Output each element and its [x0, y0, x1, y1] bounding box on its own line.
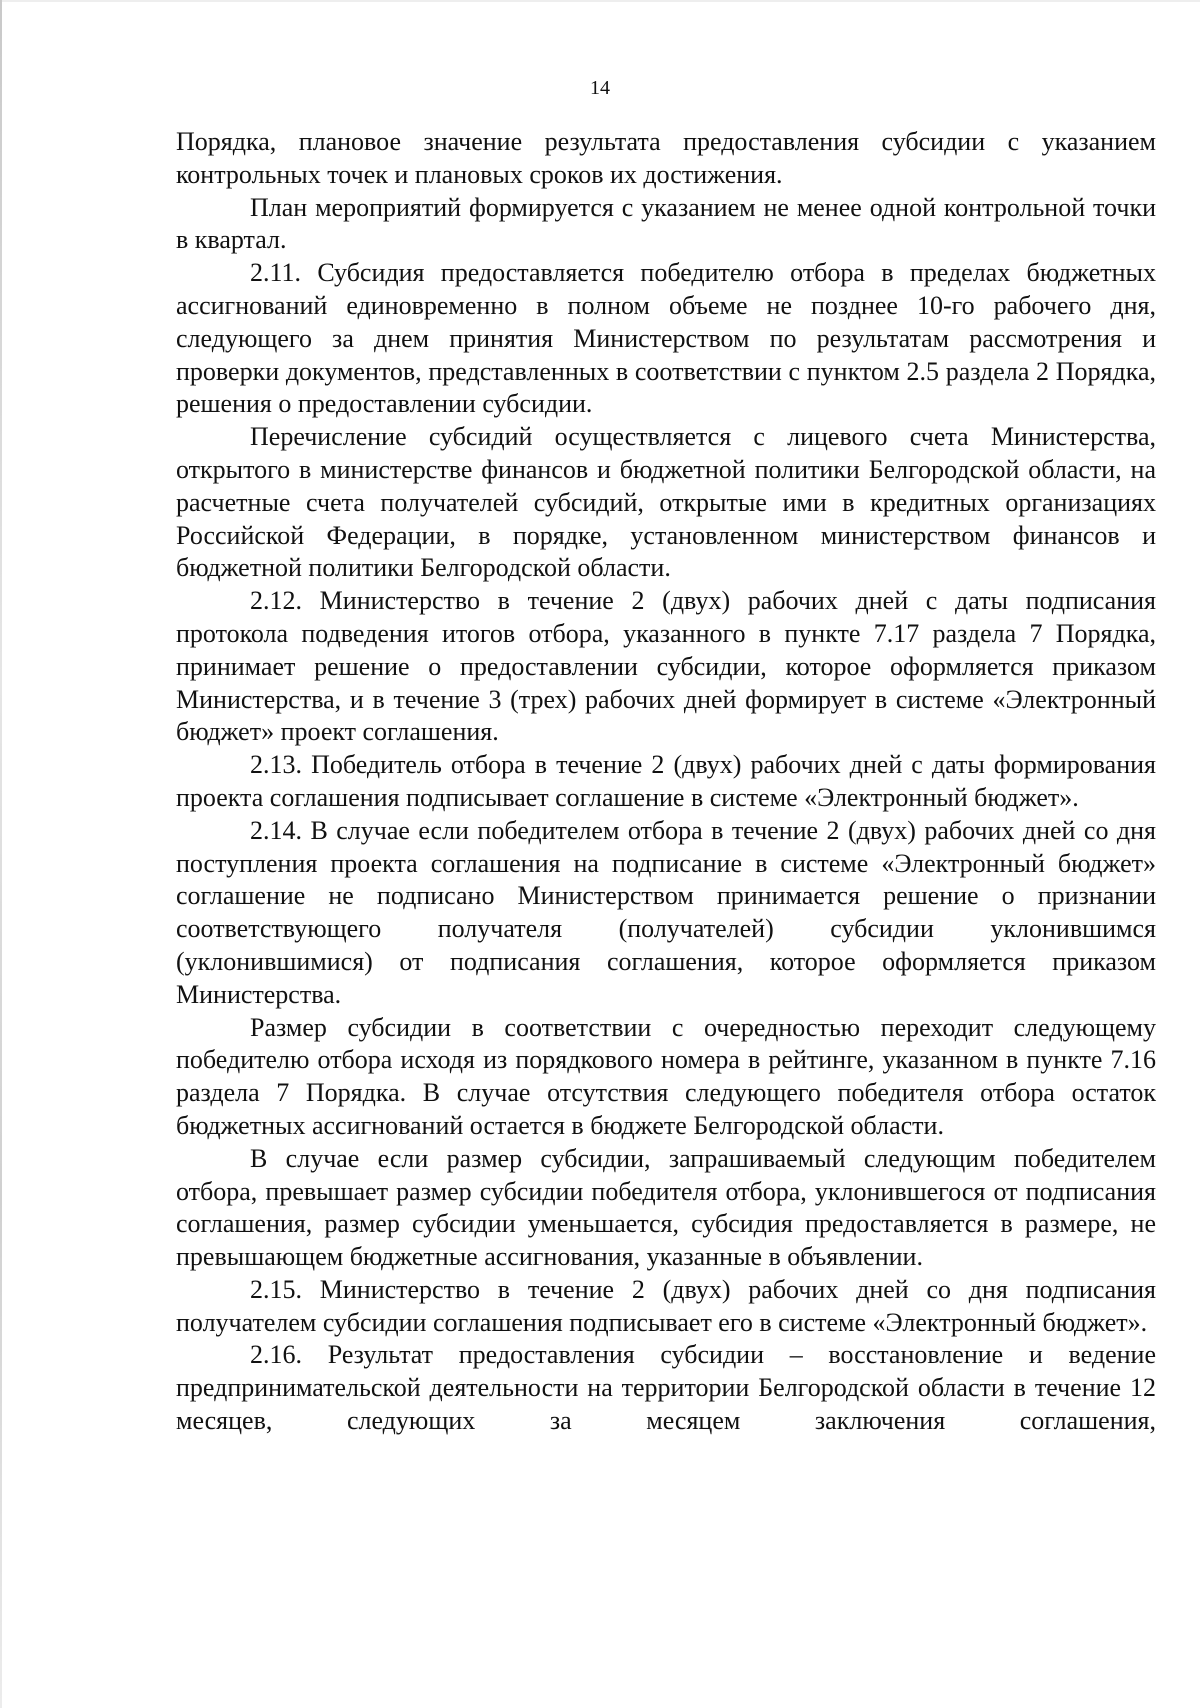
paragraph-2-12: 2.12. Министерство в течение 2 (двух) рабочих дней с даты подписания протокола подведения итогов отбора, указанного в пункте 7.17 раздела 7 Порядка, принимает решение о предоставлении субсидии, которое оформляется приказом Министерства, и в течение 3 (трех) рабочих дней формирует в системе «Электронный бюджет» проект соглашения. — [176, 586, 1156, 747]
paragraph-2-15: 2.15. Министерство в течение 2 (двух) рабочих дней со дня подписания получателем субсидии соглашения подписывает его в системе «Электронный бюджет». — [176, 1274, 1156, 1337]
scan-edge-top — [0, 0, 1200, 2]
page-number: 14 — [590, 77, 610, 99]
document-body — [176, 126, 1156, 1438]
paragraph-transfer: Перечисление субсидий осуществляется с лицевого счета Министерства, открытого в министерстве финансов и бюджетной политики Белгородской области, на расчетные счета получателей субсидий, открытые ими в кредитных организациях Российской Федерации, в порядке, установленном министерством финансов и бюджетной политики Белгородской области. — [176, 422, 1156, 583]
paragraph-2-16: 2.16. Результат предоставления субсидии – восстановление и ведение предпринимательской деятельности на территории Белгородской области в течение 12 месяцев, следующих за месяцем заключения соглашения, — [176, 1340, 1156, 1436]
paragraph-subsidy-reduction: В случае если размер субсидии, запрашиваемый следующим победителем отбора, превышает размер субсидии победителя отбора, уклонившегося от подписания соглашения, размер субсидии уменьшается, субсидия предоставляется в размере, не превышающем бюджетные ассигнования, указанные в объявлении. — [176, 1143, 1156, 1272]
paragraph-continuation: Порядка, плановое значение результата предоставления субсидии с указанием контрольных точек и плановых сроков их достижения. — [176, 127, 1156, 189]
paragraph-subsidy-transfer: Размер субсидии в соответствии с очередностью переходит следующему победителю отбора исходя из порядкового номера в рейтинге, указанном в пункте 7.16 раздела 7 Порядка. В случае отсутствия следующего победителя отбора остаток бюджетных ассигнований остается в бюджете Белгородской области. — [176, 1012, 1156, 1140]
scan-edge-left — [0, 0, 2, 1708]
paragraph-2-14: 2.14. В случае если победителем отбора в течение 2 (двух) рабочих дней со дня поступления проекта соглашения на подписание в системе «Электронный бюджет» соглашение не подписано Министерством принимается решение о признании соответствующего получателя (получателей) субсидии уклонившимся (уклонившимися) от подписания соглашения, которое оформляется приказом Министерства. — [176, 815, 1156, 1009]
paragraph-2-13: 2.13. Победитель отбора в течение 2 (двух) рабочих дней с даты формирования проекта соглашения подписывает соглашение в системе «Электронный бюджет». — [176, 750, 1156, 812]
paragraph-2-11: 2.11. Субсидия предоставляется победителю отбора в пределах бюджетных ассигнований единовременно в полном объеме не позднее 10-го рабочего дня, следующего за днем принятия Министерством по результатам рассмотрения и проверки документов, представленных в соответствии с пунктом 2.5 раздела 2 Порядка, решения о предоставлении субсидии. — [176, 258, 1156, 419]
paragraph-action-plan: План мероприятий формируется с указанием не менее одной контрольной точки в квартал. — [176, 192, 1156, 255]
